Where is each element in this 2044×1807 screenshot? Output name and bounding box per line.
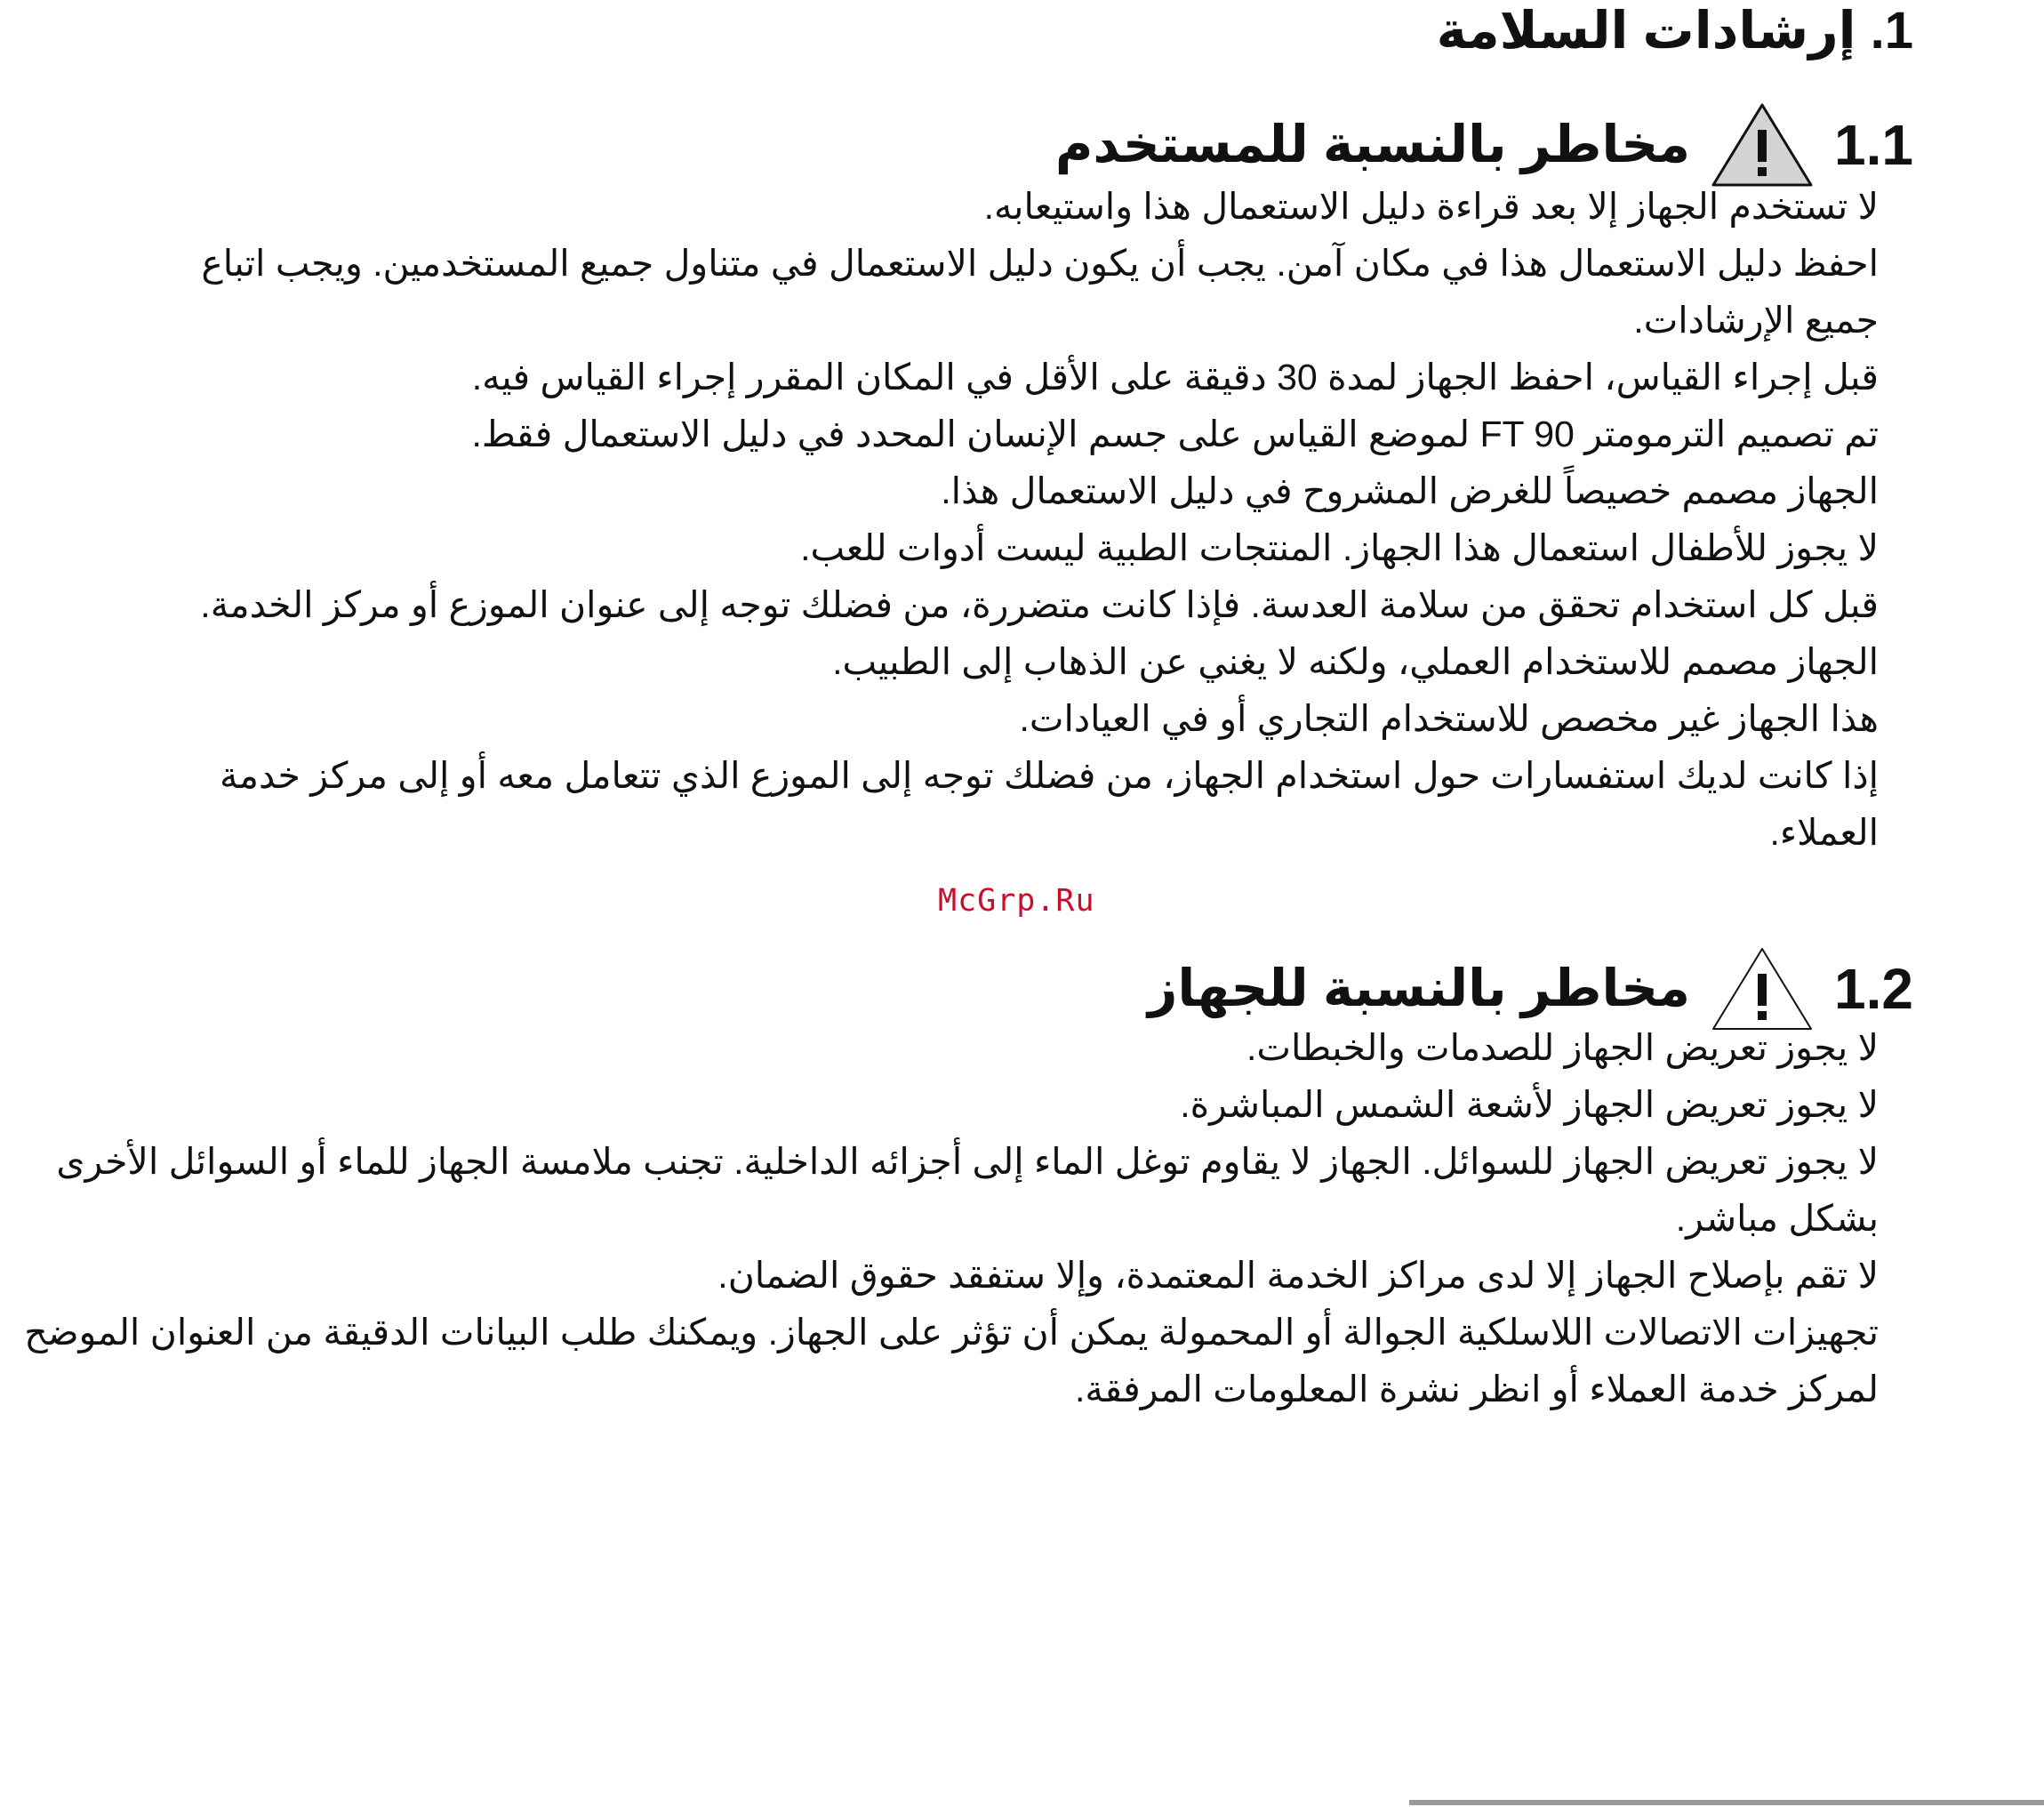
- section-title: مخاطر بالنسبة للجهاز: [1148, 960, 1691, 1017]
- paragraph: لا يجوز تعريض الجهاز لأشعة الشمس المباشرة.: [1180, 1084, 1879, 1125]
- paragraph: لا يجوز تعريض الجهاز للصدمات والخبطات.: [1246, 1027, 1879, 1068]
- main-heading: 1. إرشادات السلامة: [1436, 2, 1913, 60]
- paragraph: الجهاز مصمم للاستخدام العملي، ولكنه لا يغني عن الذهاب إلى الطبيب.: [832, 641, 1879, 682]
- paragraph: احفظ دليل الاستعمال هذا في مكان آمن. يجب أن يكون دليل الاستعمال في متناول جميع المستخدمين. ويجب اتباع جميع الإرشادات.: [201, 243, 1879, 341]
- watermark: McGrp.Ru: [938, 883, 1095, 919]
- section-1-1-body: [0, 178, 1879, 861]
- section-title: مخاطر بالنسبة للمستخدم: [1054, 116, 1691, 173]
- paragraph: قبل كل استخدام تحقق من سلامة العدسة. فإذا كانت متضررة، من فضلك توجه إلى عنوان الموزع أو مركز الخدمة.: [200, 584, 1879, 625]
- paragraph: لا يجوز تعريض الجهاز للسوائل. الجهاز لا يقاوم توغل الماء إلى أجزائه الداخلية. تجنب ملامسة الجهاز للماء أو السوائل الأخرى بشكل مباشر.: [56, 1141, 1879, 1239]
- footer-rule: [1409, 1800, 2044, 1805]
- section-number: 1.2: [1834, 957, 1913, 1021]
- section-1-1-heading: [1055, 101, 1913, 189]
- paragraph: لا تقم بإصلاح الجهاز إلا لدى مراكز الخدمة المعتمدة، وإلا ستفقد حقوق الضمان.: [717, 1255, 1879, 1296]
- paragraph: تم تصميم الترمومتر FT 90 لموضع القياس على جسم الإنسان المحدد في دليل الاستعمال فقط.: [471, 414, 1879, 454]
- section-number: 1.1: [1834, 113, 1913, 177]
- warning-triangle-icon: [1710, 101, 1815, 189]
- paragraph: هذا الجهاز غير مخصص للاستخدام التجاري أو في العيادات.: [1019, 698, 1879, 739]
- paragraph: الجهاز مصمم خصيصاً للغرض المشروح في دليل الاستعمال هذا.: [941, 470, 1879, 511]
- paragraph: تجهيزات الاتصالات اللاسلكية الجوالة أو المحمولة يمكن أن تؤثر على الجهاز. ويمكنك طلب البيانات الدقيقة من العنوان الموضح لمركز خدمة العملاء أو انظر نشرة المعلومات المرفقة.: [24, 1312, 1879, 1409]
- paragraph: لا تستخدم الجهاز إلا بعد قراءة دليل الاستعمال هذا واستيعابه.: [983, 186, 1879, 227]
- section-1-2-body: [0, 1019, 1879, 1417]
- paragraph: لا يجوز للأطفال استعمال هذا الجهاز. المنتجات الطبية ليست أدوات للعب.: [800, 527, 1879, 568]
- paragraph: إذا كانت لديك استفسارات حول استخدام الجهاز، من فضلك توجه إلى الموزع الذي تتعامل معه أو إلى مركز خدمة العملاء.: [220, 755, 1879, 853]
- paragraph: قبل إجراء القياس، احفظ الجهاز لمدة 30 دقيقة على الأقل في المكان المقرر إجراء القياس فيه.: [471, 357, 1879, 398]
